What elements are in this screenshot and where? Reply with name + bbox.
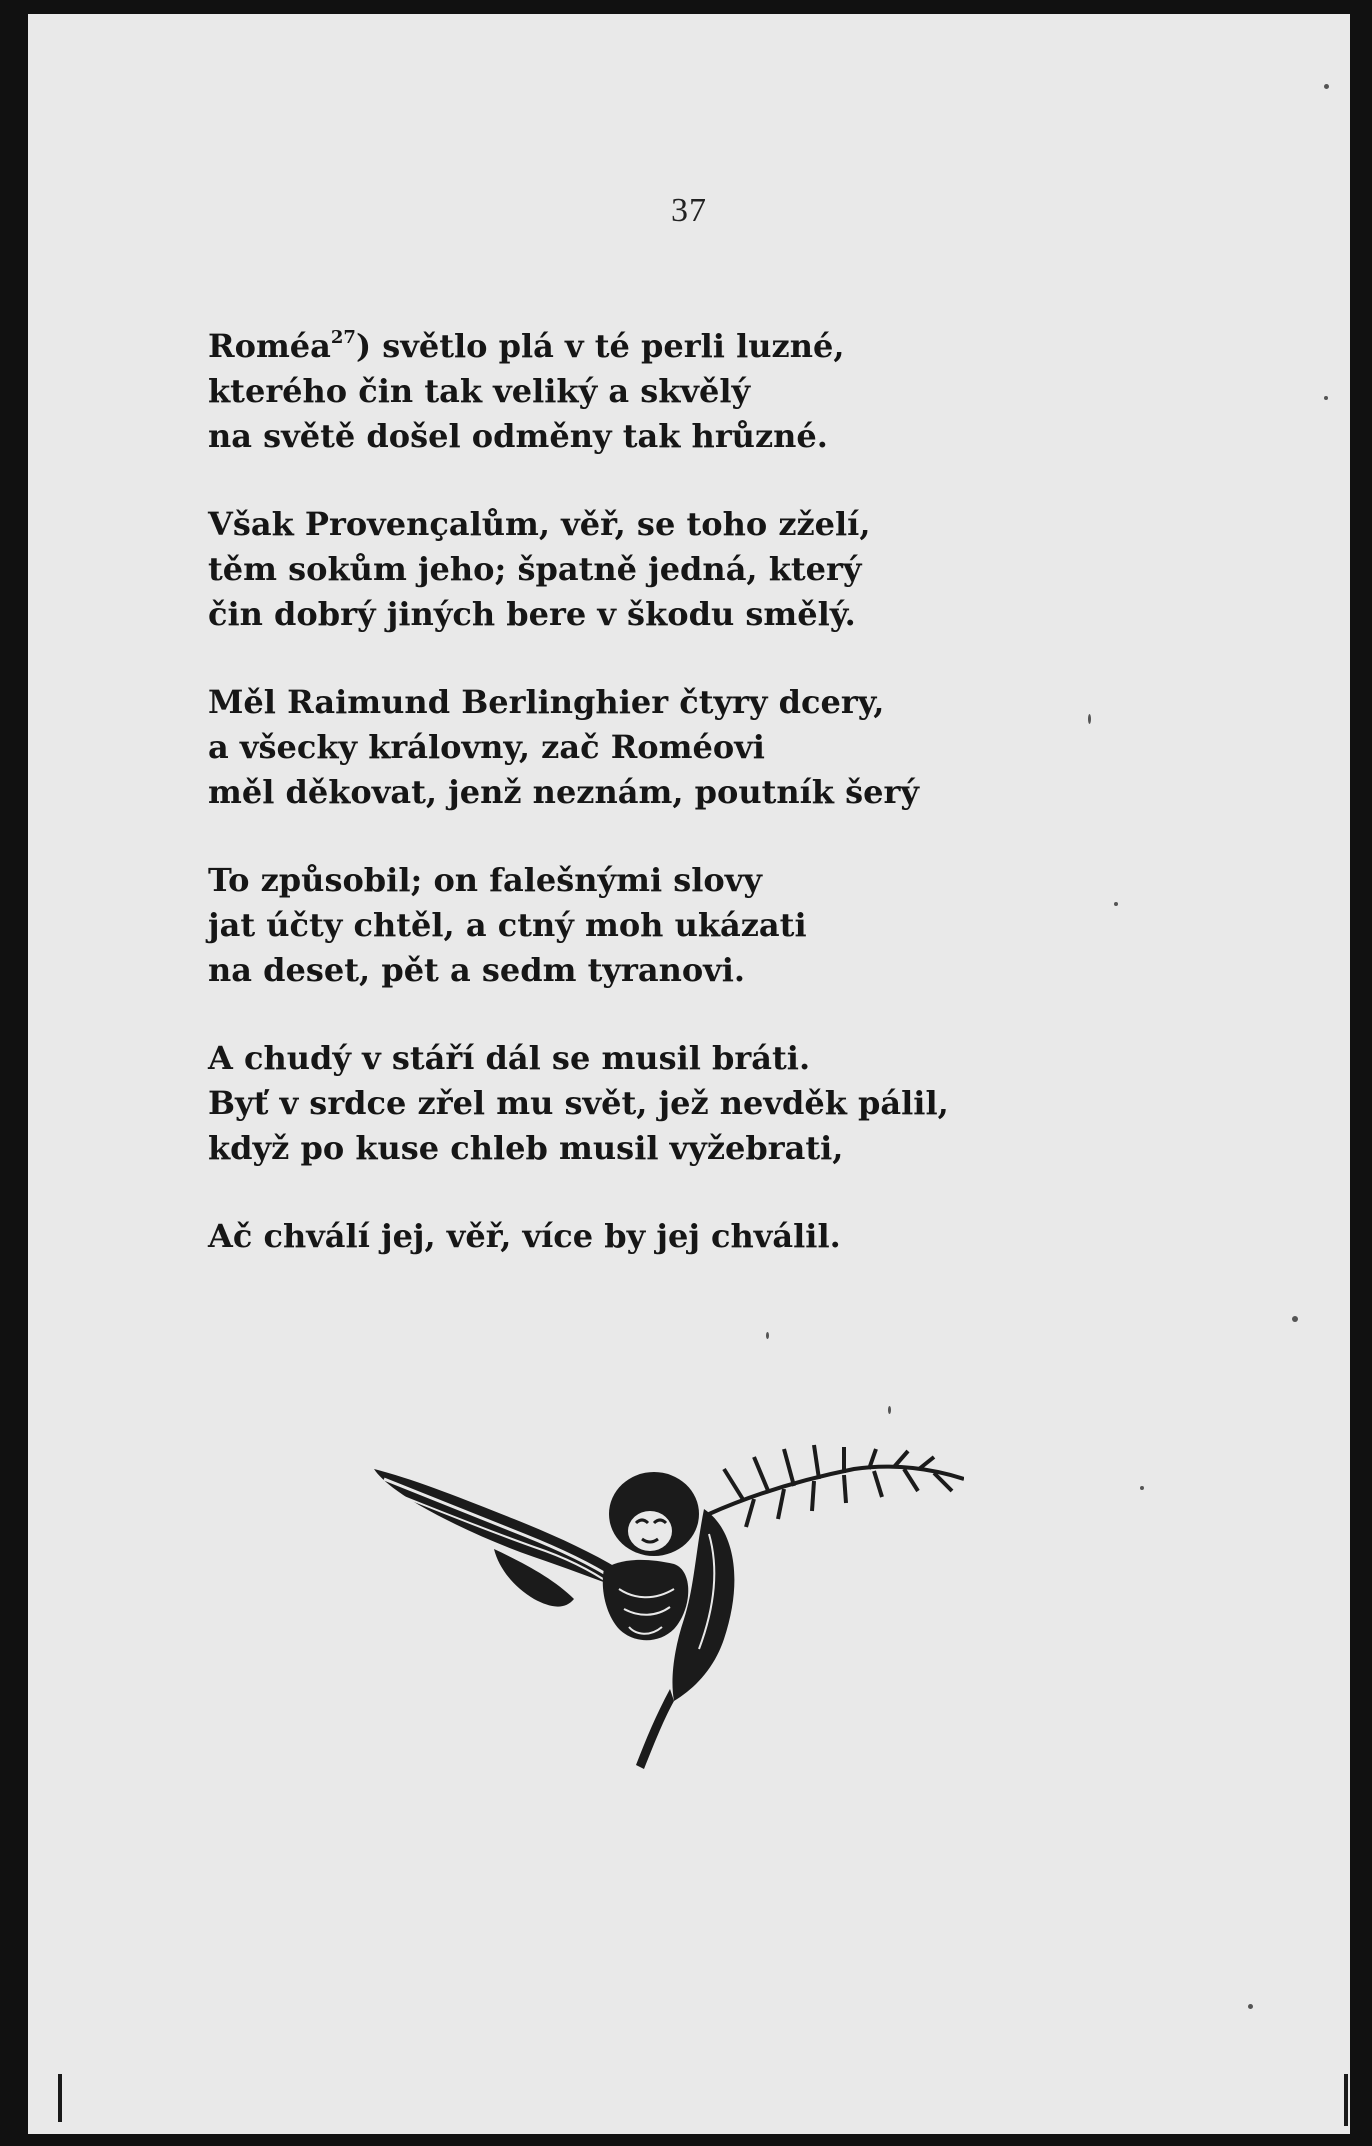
stanza-2 [208, 502, 1108, 637]
winged-cherub-icon [374, 1439, 964, 1769]
verse-line: Ač chválí jej, věř, více by jej chválil. [208, 1217, 841, 1255]
verse-line: To způsobil; on falešnými slovy [208, 861, 762, 899]
scan-speck [888, 1406, 891, 1414]
scan-speck [1292, 1316, 1298, 1322]
verse-line: měl děkovat, jenž neznám, poutník šerý [208, 773, 919, 811]
scan-speck [1114, 902, 1118, 906]
verse-line: těm sokům jeho; špatně jedná, který [208, 550, 862, 588]
verse-line: na světě došel odměny tak hrůzné. [208, 417, 828, 455]
page-number: 37 [671, 192, 707, 229]
edge-mark [58, 2074, 62, 2122]
stanza-3 [208, 680, 1108, 815]
verse-line: a všecky královny, zač Roméovi [208, 728, 765, 766]
stanza-4 [208, 858, 1108, 993]
edge-mark [1344, 2074, 1348, 2126]
stanza-5 [208, 1036, 1108, 1171]
palm-frond [709, 1445, 964, 1527]
verse-line: Měl Raimund Berlinghier čtyry dcery, [208, 683, 885, 721]
cherub-body [603, 1472, 699, 1640]
poem-text [208, 324, 1108, 1302]
verse-line: jat účty chtěl, a ctný moh ukázati [208, 906, 807, 944]
scan-speck [1248, 2004, 1253, 2009]
verse-line: na deset, pět a sedm tyranovi. [208, 951, 746, 989]
verse-line: když po kuse chleb musil vyžebrati, [208, 1129, 844, 1167]
verse-line: kterého čin tak veliký a skvělý [208, 372, 751, 410]
verse-line: Byť v srdce zřel mu svět, jež nevděk pálil, [208, 1084, 949, 1122]
verse-line: čin dobrý jiných bere v škodu smělý. [208, 595, 856, 633]
scan-speck [1324, 396, 1328, 400]
page-sheet [28, 14, 1350, 2134]
scan-speck [1140, 1486, 1144, 1490]
verse-line: A chudý v stáří dál se musil bráti. [208, 1039, 811, 1077]
left-wing [374, 1469, 624, 1607]
scan-speck [1324, 84, 1329, 89]
verse-line: Roméa$^{27}$) světlo plá v té perli luzné, [208, 327, 845, 365]
stanza-6 [208, 1214, 1108, 1259]
scan-speck [766, 1332, 769, 1339]
scan-speck [1088, 714, 1091, 724]
stanza-1 [208, 324, 1108, 459]
verse-line: Však Provençalům, věř, se toho zželí, [208, 505, 871, 543]
footnote-marker: 27 [330, 327, 356, 348]
